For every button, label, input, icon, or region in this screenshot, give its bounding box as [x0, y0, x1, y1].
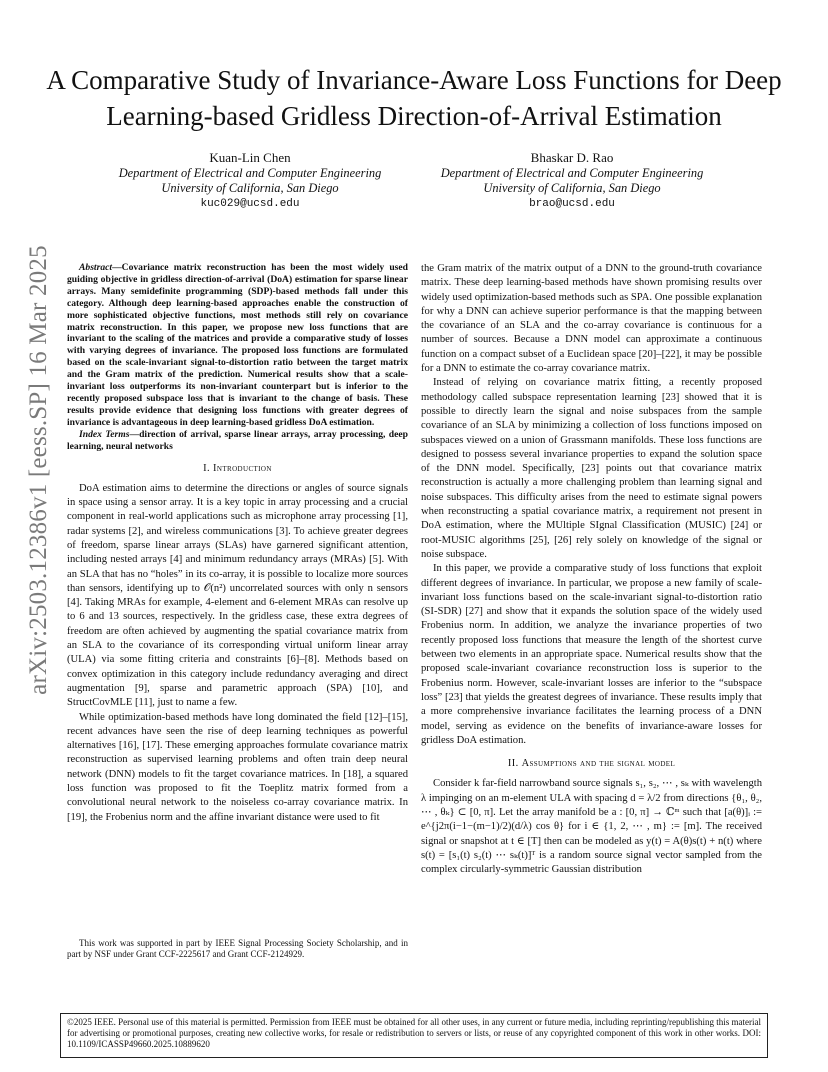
index-terms-text: —direction of arrival, sparse linear arrays, array processing, deep learning, neural networks — [67, 428, 408, 452]
section-number: I. — [203, 462, 211, 474]
section-title: Assumptions and the signal model — [521, 758, 676, 770]
copyright-text: ©2025 IEEE. Personal use of this material is permitted. Permission from IEEE must be obtained for all other uses, in any current or future media, including reprinting/republishing this material for advertising or promotional purposes, creating new collective works, for resale or redistribution to servers or lists, or reuse of any copyrighted component of this work in other works. DOI: 10.1109/ICASSP49660.2025.10889620 — [67, 1017, 761, 1049]
paragraph: DoA estimation aims to determine the directions or angles of source signals in space using a sensor array. It is a key topic in array processing and a crucial component in real-world applications such as microphone array processing [1], radar systems [2], and wireless communications [3]. To achieve greater degrees of freedom, sparse linear arrays (SLAs) have garnered significant attention, including nested arrays [4] and minimum redundancy arrays (MRAs) [5]. With an SLA that has no “holes” in its co-array, it is possible to localize more sources than sensors, identifying up to 𝒪(n²) uncorrelated sources with only n sensors [4]. Taking MRAs for example, 4-element and 6-element MRAs can resolve up to 6 and 13 sources, respectively. In the gridless case, these extra degrees of freedom are often achieved by augmenting the spatial covariance matrix from an SLA to the covariance of its corresponding virtual uniform linear array (ULA) via some fitting criteria and constraints [6]–[8]. Methods based on convex optimization in this category include redundancy averaging and direct augmentation [9], sparse and parametric approach (SPA) [10], and StructCovMLE [11], just to name a few. — [67, 482, 408, 709]
footnote — [67, 938, 408, 961]
index-terms-label: Index Terms — [79, 428, 130, 440]
author-email: kuc029@ucsd.edu — [200, 197, 300, 210]
footnote-text: This work was supported in part by IEEE Signal Processing Society Scholarship, and in part by NSF under Grant CCF-2225617 and Grant CCF-2124929. — [67, 938, 408, 960]
author-name: Kuan-Lin Chen — [209, 150, 291, 165]
author-university: University of California, San Diego — [483, 181, 661, 195]
author-block-1 — [90, 150, 410, 212]
arxiv-sidebar — [24, 245, 54, 695]
abstract — [67, 262, 408, 429]
abstract-label: Abstract — [79, 262, 113, 273]
section-heading-2 — [421, 757, 762, 771]
section-heading-1 — [67, 462, 408, 476]
index-terms — [67, 429, 408, 453]
paragraph: the Gram matrix of the matrix output of a DNN to the ground-truth covariance matrix. These deep learning-based methods have shown promising results over widely used optimization-based methods such as SPA. One possible explanation for why a DNN can achieve superior performance is that the mapping between the covariance of an SLA and the co-array covariance is continuous for a number of sources. Because a DNN model can approximate a continuous function on a compact subset of a Euclidean space [20]–[22], it may be possible for a DNN to estimate the co-array covariance matrix. — [421, 263, 762, 375]
paragraph: In this paper, we provide a comparative study of loss functions that exploit different degrees of invariance. In particular, we propose a new family of scale-invariant loss functions based on the scale-invariant signal-to-distortion ratio (SI-SDR) [27] and show that it expands the solution space of the widely used Frobenius norm. In addition, we analyze the invariance properties of two recently proposed loss functions that measure the length of the shortest curve between two elements in an appropriate space. Numerical results show that the proposed scale-invariant covariance reconstruction loss is superior to the Frobenius norm. However, scale-invariant losses are inferior to the “subspace loss” [23] that yields the greatest degrees of invariance. These results imply that a more comprehensive invariance facilitates the learning process of a DNN model, serving as evidence on the benefits of invariance-aware losses for gridless DoA estimation. — [421, 563, 762, 746]
author-email: brao@ucsd.edu — [529, 197, 615, 210]
paragraph: Consider k far-field narrowband source signals s₁, s₂, ⋯ , sₖ with wavelength λ impinging on an m-element ULA with spacing d = λ/2 from directions {θ₁, θ₂, ⋯ , θₖ} ⊂ [0, π]. Let the array manifold be a : [0, π] → ℂᵐ such that [a(θ)]ᵢ := e^{j2π(i−1−(m−1)/2)(d/λ) cos θ} for i ∈ {1, 2, ⋯ , m} := [m]. The received signal or snapshot at t ∈ [T] then can be modeled as y(t) = A(θ)s(t) + n(t) where s(t) = [s₁(t) s₂(t) ⋯ sₖ(t)]ᵀ is a random source signal vector sampled from the complex circularly-symmetric Gaussian distribution — [421, 778, 762, 876]
section-title: Introduction — [213, 462, 272, 474]
arxiv-identifier: arXiv:2503.12386v1 [eess.SP] 16 Mar 2025 — [25, 245, 52, 695]
paper-title: A Comparative Study of Invariance-Aware Loss Functions for Deep Learning-based Gridless Direction-of-Arrival Estimation — [46, 65, 782, 131]
paragraph: While optimization-based methods have long dominated the field [12]–[15], recent advances have seen the rise of deep learning techniques as powerful alternatives [16], [17]. These emerging approaches formulate covariance matrix reconstruction as supervised learning problems and often train deep neural network (DNN) models to fit the target covariance matrices. In [18], a squared loss function was proposed to fit the Toeplitz matrix formed from a convolutional neural network to the noiseless co-array covariance matrix. In [19], the Frobenius norm and the affine invariant distance were used to fit — [67, 711, 408, 823]
right-column — [421, 262, 762, 877]
author-name: Bhaskar D. Rao — [530, 150, 614, 165]
paragraph: Instead of relying on covariance matrix fitting, a recently proposed methodology called subspace representation learning [23] showed that it is possible to directly learn the signal and noise subspaces from the sample covariance of an SLA by minimizing a collection of loss functions imposed on subspaces viewed on a union of Grassmann manifolds. These loss functions are designed to possess several invariance properties to expand the solution space of the DNN model. Specifically, [23] points out that covariance matrix reconstruction is actually a more challenging problem than learning signal and noise subspaces. This difficulty arises from the need to estimate signal powers when reconstructing a spatial covariance matrix, a requirement not present in DoA estimation, where the MUltiple SIgnal Classification (MUSIC) [24] or root-MUSIC algorithms [25], [26] rely solely on knowledge of the signal or noise subspace. — [421, 377, 762, 560]
author-department: Department of Electrical and Computer Engineering — [440, 165, 704, 180]
author-department: Department of Electrical and Computer Engineering — [118, 165, 382, 180]
copyright-notice — [60, 1013, 768, 1058]
author-block-2 — [412, 150, 732, 212]
section-number: II. — [507, 758, 519, 770]
author-university: University of California, San Diego — [161, 181, 339, 195]
abstract-text: —Covariance matrix reconstruction has been the most widely used guiding objective in gridless direction-of-arrival (DoA) estimation for sparse linear arrays. Many semidefinite programming (SDP)-based methods fall under this category. Although deep learning-based approaches enable the construction of more sophisticated objective functions, most methods still rely on covariance matrix reconstruction. In this paper, we propose new loss functions that are invariant to the scaling of the matrices and provide a comparative study of losses with varying degrees of invariance. The proposed loss functions are formulated based on the scale-invariant signal-to-distortion ratio between the target matrix and the Gram matrix of the prediction. Numerical results show that a scale-invariant loss outperforms its non-invariant counterpart but is inferior to the recently proposed subspace loss that is invariant to the change of basis. These results provide evidence that designing loss functions with greater degrees of invariance is advantageous in deep learning-based gridless DoA estimation. — [67, 262, 408, 428]
left-column — [67, 262, 408, 825]
